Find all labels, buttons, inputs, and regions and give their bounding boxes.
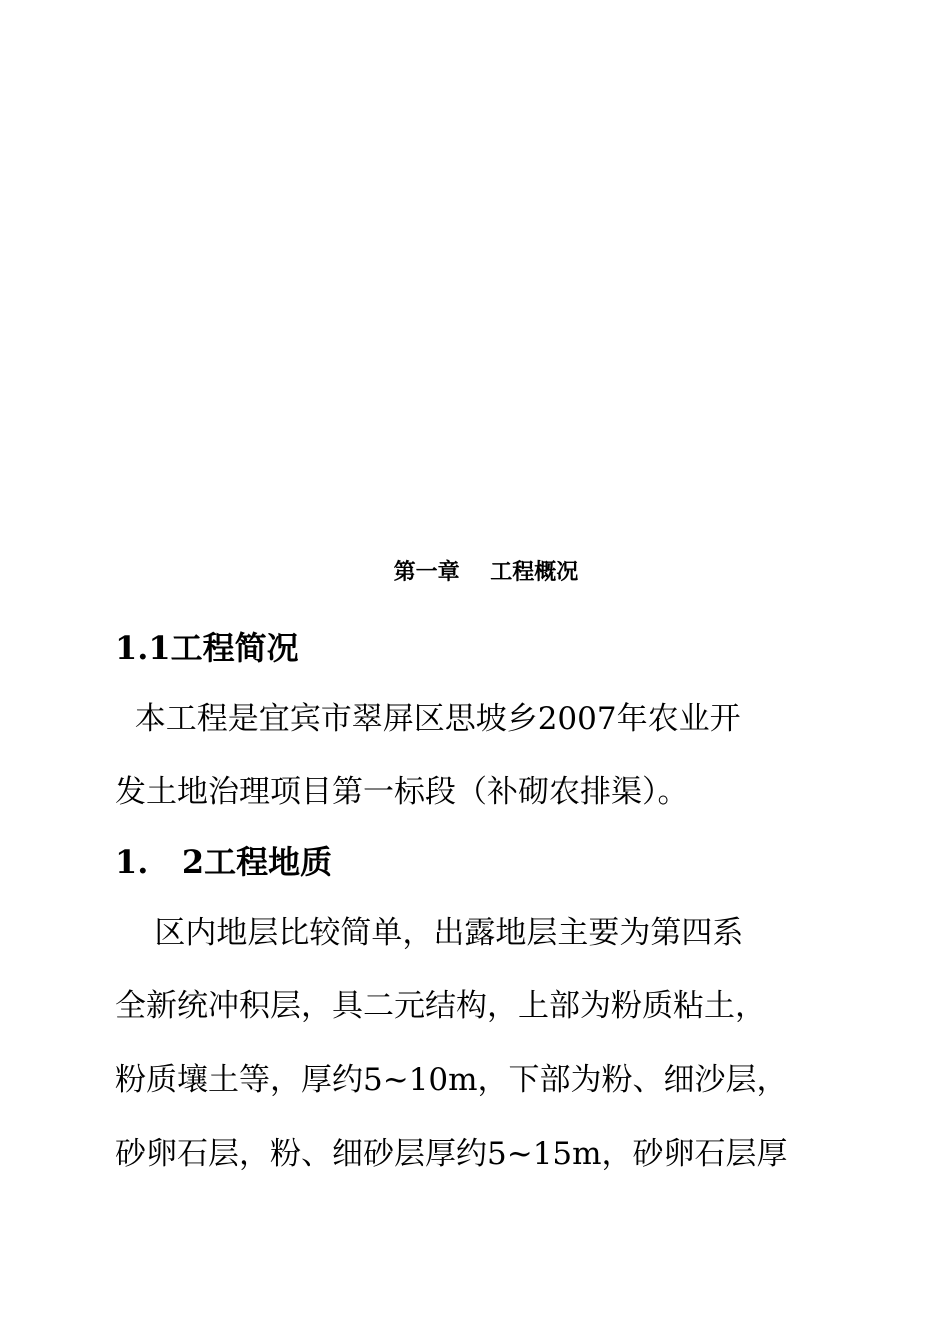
- paragraph-line: 区内地层比较简单，出露地层主要为第四系: [115, 915, 744, 951]
- paragraph-line: 发土地治理项目第一标段（补砌农排渠）。: [115, 774, 689, 810]
- paragraph-line: 本工程是宜宾市翠屏区思坡乡2007年农业开: [115, 701, 741, 737]
- paragraph-line: 全新统冲积层，具二元结构，上部为粉质粘土，: [115, 988, 766, 1024]
- section-heading-1-1: 1.1工程简况: [115, 629, 299, 667]
- paragraph-line: 粉质壤土等，厚约5~10m，下部为粉、细沙层，: [115, 1062, 788, 1098]
- section-heading-1-2: 1. 2工程地质: [115, 843, 333, 881]
- chapter-title: 第一章 工程概况: [393, 559, 579, 585]
- paragraph-line: 砂卵石层，粉、细砂层厚约5~15m，砂卵石层厚: [115, 1136, 788, 1172]
